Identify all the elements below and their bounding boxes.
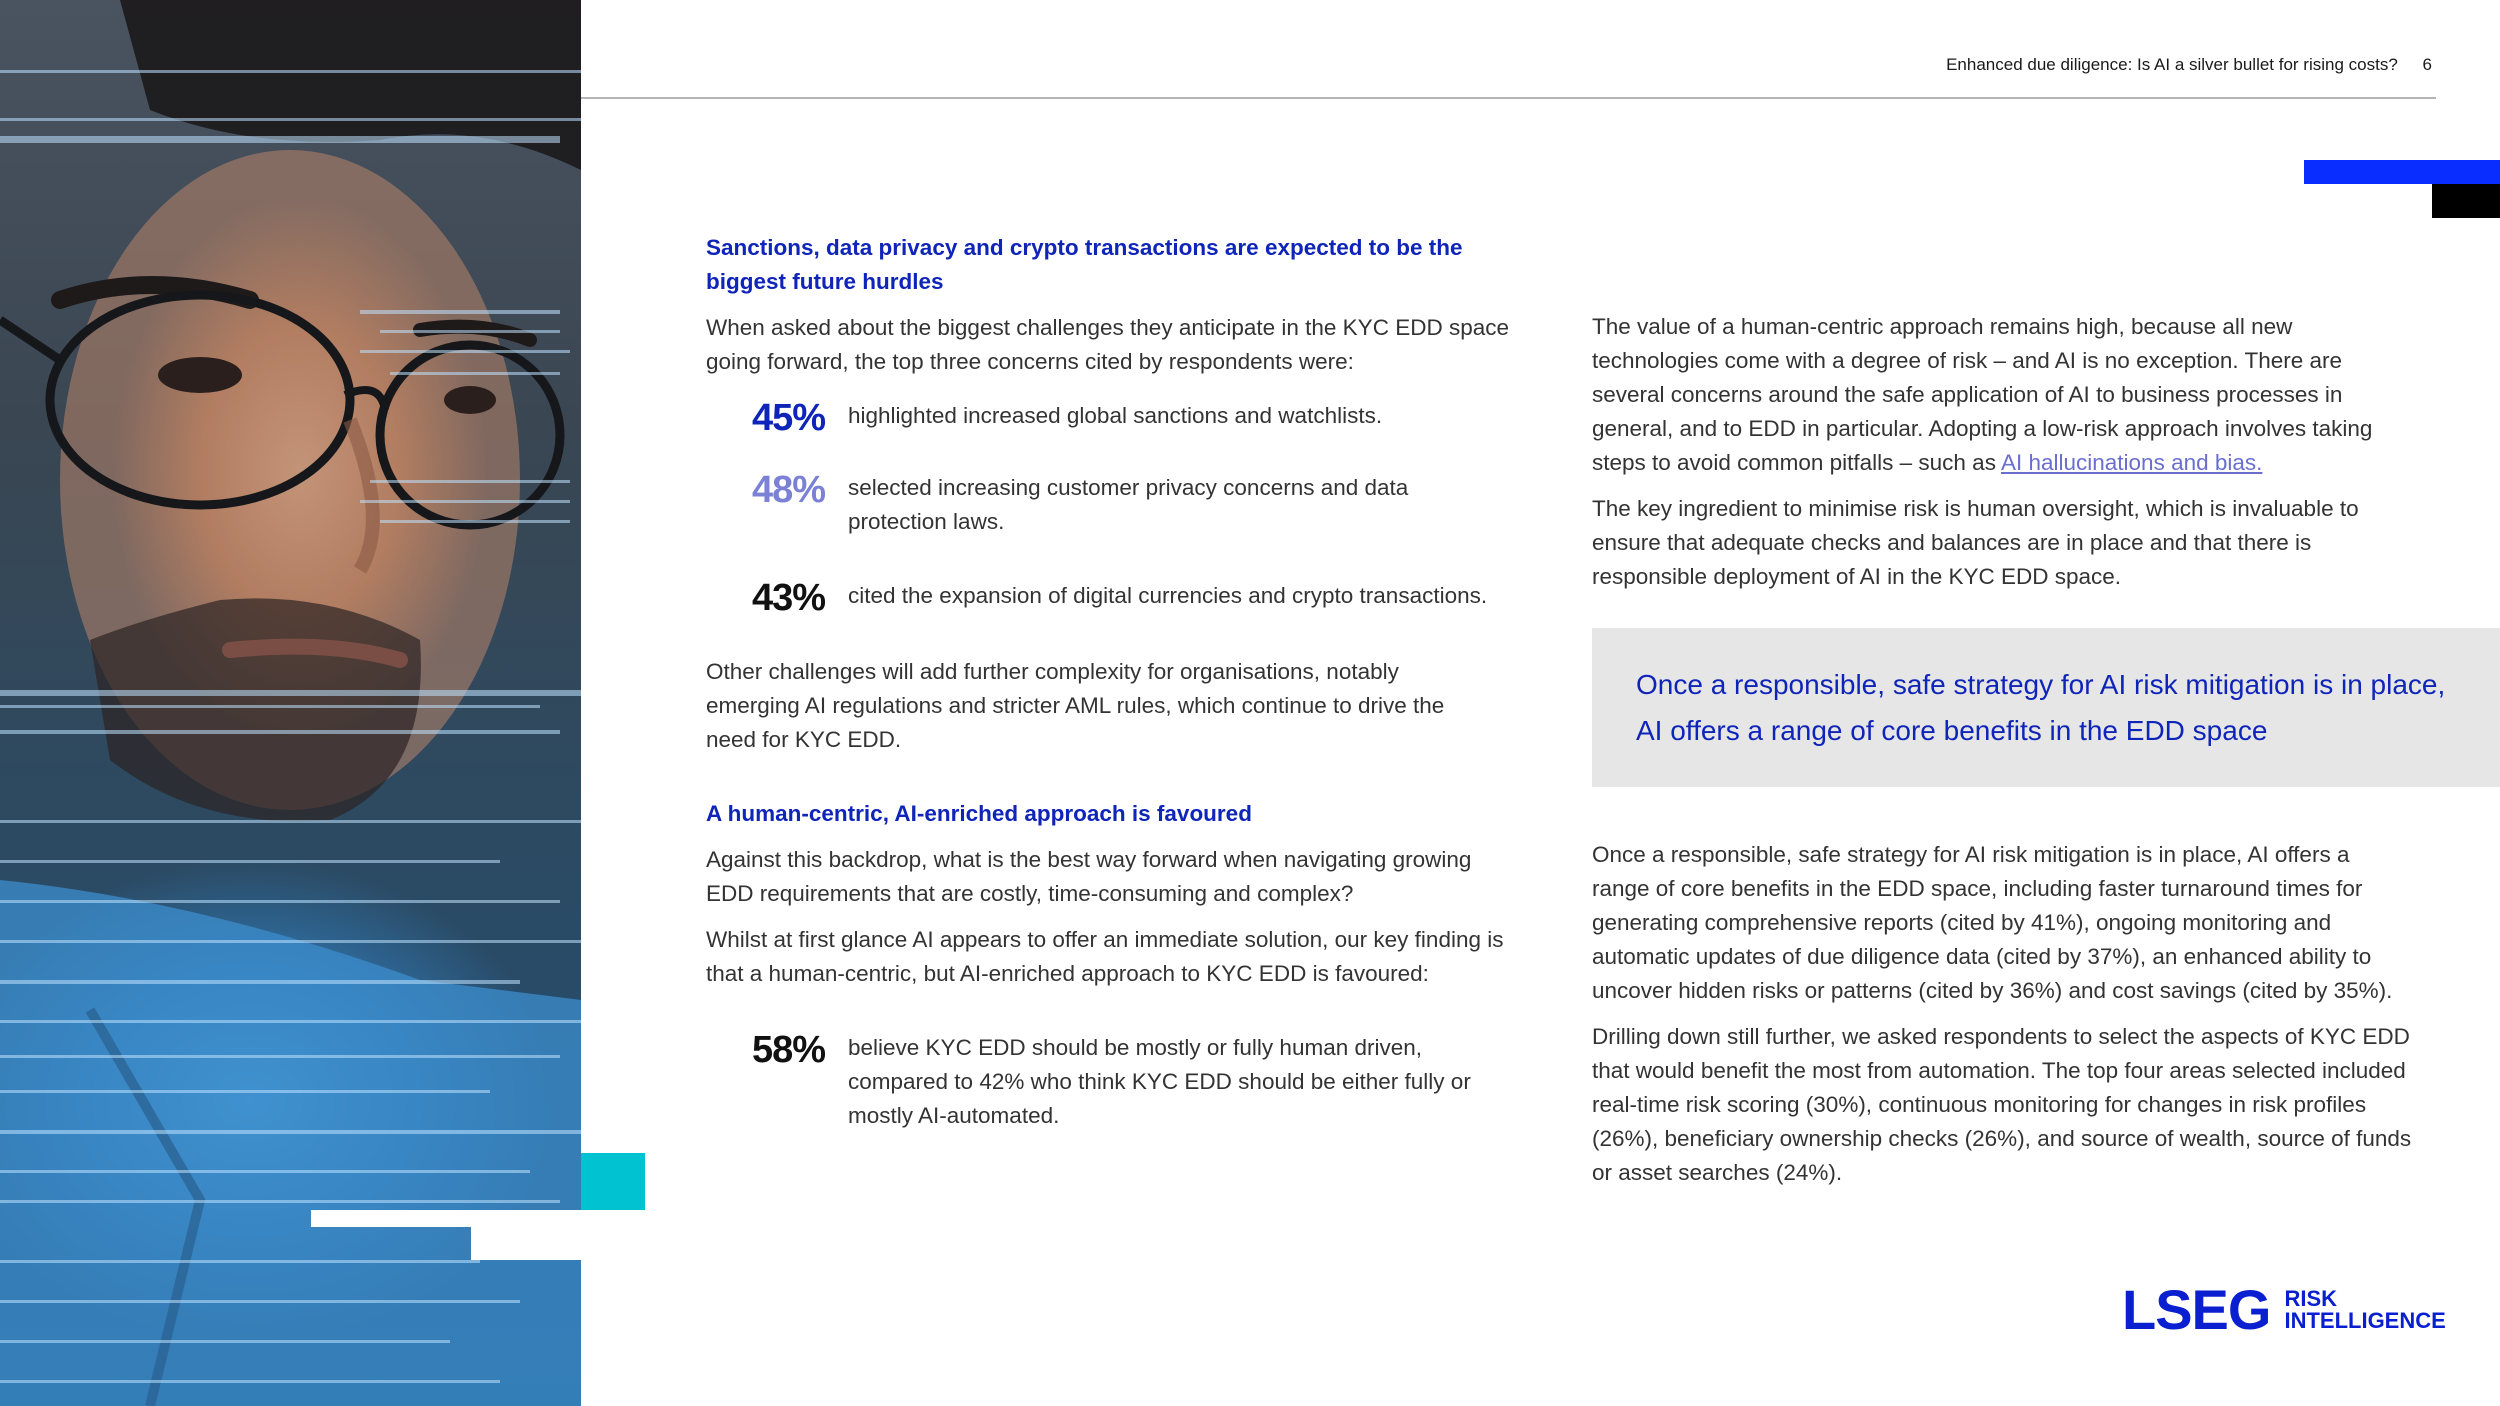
right-column <box>1592 310 2412 606</box>
oversight-paragraph: The key ingredient to minimise risk is human oversight, which is invaluable to ensure that adequate checks and balances are in place and that there is responsible deployment of AI in the KYC EDD space. <box>1592 496 2359 589</box>
hero-photo <box>0 0 581 1406</box>
stat-text: highlighted increased global sanctions and watchlists. <box>848 403 1383 428</box>
logo-subtitle-line1: RISK <box>2284 1286 2338 1311</box>
stat-text: selected increasing customer privacy concerns and data protection laws. <box>848 475 1409 534</box>
callout-box <box>1592 628 2500 787</box>
stat-text: believe KYC EDD should be mostly or fully human driven, compared to 42% who think KYC EDD should be either fully or mostly AI-automated. <box>848 1035 1471 1128</box>
decorative-white-bar <box>311 1210 581 1227</box>
stat-row-privacy <box>752 471 1526 539</box>
running-header <box>1946 55 2432 75</box>
section-heading-human-centric: A human-centric, AI-enriched approach is favoured <box>706 801 1252 826</box>
decorative-white-block <box>471 1227 581 1260</box>
photo-illustration <box>0 0 581 1406</box>
intro-paragraph: When asked about the biggest challenges they anticipate in the KYC EDD space going forward, the top three concerns cited by respondents were: <box>706 315 1509 374</box>
stat-row-crypto <box>752 579 1526 617</box>
left-column <box>706 231 1526 1133</box>
decorative-black-block <box>2432 184 2500 218</box>
logo-subtitle <box>2284 1288 2445 1332</box>
header-divider <box>581 97 2436 99</box>
benefits-paragraph: Once a responsible, safe strategy for AI risk mitigation is in place, AI offers a range of core benefits in the EDD space, including faster turnaround times for generating comprehensive reports (cited by 41%), ongoing monitoring and automatic updates of due diligence data (cited by 37%), an enhanced ability to uncover hidden risks or patterns (cited by 36%) and cost savings (cited by 35%). <box>1592 842 2393 1003</box>
page-number: 6 <box>2422 55 2432 74</box>
decorative-blue-bar <box>2304 160 2500 184</box>
logo-subtitle-line2: INTELLIGENCE <box>2284 1308 2446 1333</box>
lseg-risk-intelligence-logo <box>2122 1278 2446 1341</box>
stat-text: cited the expansion of digital currencies and crypto transactions. <box>848 583 1488 608</box>
stat-value: 43% <box>752 577 826 619</box>
backdrop-paragraph: Against this backdrop, what is the best way forward when navigating growing EDD requirements that are costly, time-consuming and complex? <box>706 847 1472 906</box>
stat-row-human-driven <box>752 1031 1526 1133</box>
risk-paragraph <box>1592 310 2412 480</box>
callout-quote: Once a responsible, safe strategy for AI risk mitigation is in place, AI offers a range of core benefits in the EDD space <box>1636 669 2446 746</box>
header-title: Enhanced due diligence: Is AI a silver bullet for rising costs? <box>1946 55 2398 74</box>
right-column-lower <box>1592 838 2412 1202</box>
hallucinations-link[interactable]: AI hallucinations and bias. <box>2000 450 2263 475</box>
logo-wordmark: LSEG <box>2122 1278 2271 1341</box>
section-heading-hurdles: Sanctions, data privacy and crypto transactions are expected to be the biggest future hurdles <box>706 235 1463 294</box>
stat-value: 58% <box>752 1029 826 1071</box>
stat-row-sanctions <box>752 399 1526 437</box>
stat-value: 48% <box>752 469 826 511</box>
stat-value: 45% <box>752 397 826 439</box>
other-challenges-paragraph: Other challenges will add further complexity for organisations, notably emerging AI regulations and stricter AML rules, which continue to drive the need for KYC EDD. <box>706 659 1445 752</box>
automation-paragraph: Drilling down still further, we asked respondents to select the aspects of KYC EDD that would benefit the most from automation. The top four areas selected included real-time risk scoring (30%), continuous monitoring for changes in risk profiles (26%), beneficiary ownership checks (26%), and source of wealth, source of funds or asset searches (24%). <box>1592 1024 2412 1185</box>
risk-paragraph-text: The value of a human-centric approach remains high, because all new technologies come with a degree of risk – and AI is no exception. There are several concerns around the safe application of AI to business processes in general, and to EDD in particular. Adopting a low-risk approach involves taking steps to avoid common pitfalls – such as <box>1592 314 2373 475</box>
key-finding-paragraph: Whilst at first glance AI appears to offer an immediate solution, our key finding is that a human-centric, but AI-enriched approach to KYC EDD is favoured: <box>706 927 1504 986</box>
decorative-cyan-block <box>581 1153 645 1210</box>
